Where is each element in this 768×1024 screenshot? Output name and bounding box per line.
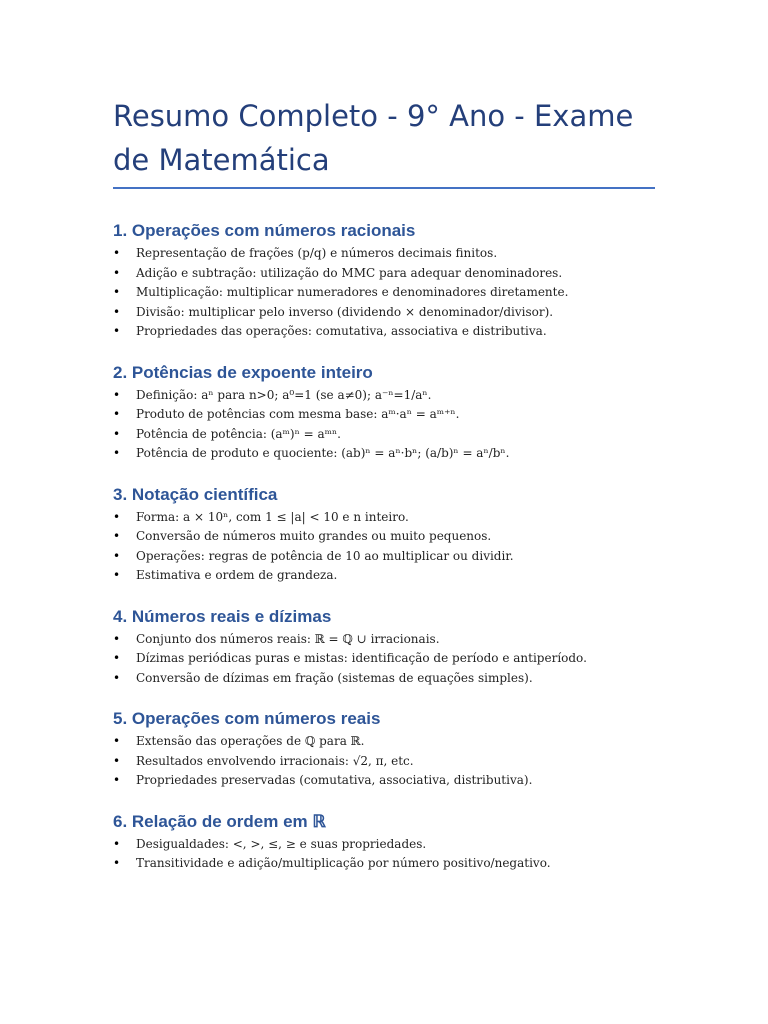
list-item xyxy=(113,527,655,547)
document-title: Resumo Completo - 9° Ano - Exame de Matemática xyxy=(113,99,634,177)
bullet-icon: • xyxy=(113,509,121,524)
bullet-icon: • xyxy=(113,773,121,787)
list-item-text: Produto de potências com mesma base: aᵐ·aⁿ = aᵐ⁺ⁿ. xyxy=(136,407,460,421)
bullet-icon: • xyxy=(113,285,121,299)
list-item xyxy=(113,283,655,303)
bullet-icon: • xyxy=(113,753,121,768)
bullet-icon: • xyxy=(113,568,121,582)
list-item xyxy=(113,752,655,772)
list-item-text: Potência de produto e quociente: (ab)ⁿ = aⁿ·bⁿ; (a/b)ⁿ = aⁿ/bⁿ. xyxy=(136,446,510,460)
bullet-icon: • xyxy=(113,734,121,748)
bullet-icon: • xyxy=(113,324,121,338)
list-item-text: Dízimas periódicas puras e mistas: identificação de período e antiperíodo. xyxy=(136,651,587,665)
list-item xyxy=(113,264,655,284)
section-heading: 3. Notação científica xyxy=(113,484,278,504)
sections-container xyxy=(113,220,655,874)
bullet-list xyxy=(113,630,655,689)
list-item-text: Conversão de números muito grandes ou muito pequenos. xyxy=(136,529,492,543)
list-item-text: Divisão: multiplicar pelo inverso (dividendo × denominador/divisor). xyxy=(136,304,554,319)
bullet-icon: • xyxy=(113,387,121,402)
bullet-icon: • xyxy=(113,246,121,260)
bullet-icon: • xyxy=(113,651,121,665)
list-item-text: Estimativa e ordem de grandeza. xyxy=(136,568,338,582)
section xyxy=(113,220,655,342)
bullet-list xyxy=(113,386,655,464)
section-heading: 5. Operações com números reais xyxy=(113,709,381,728)
list-item-text: Conjunto dos números reais: ℝ = ℚ ∪ irracionais. xyxy=(136,631,440,646)
list-item xyxy=(113,854,655,874)
bullet-icon: • xyxy=(113,265,121,280)
document-page xyxy=(113,94,655,874)
bullet-icon: • xyxy=(113,631,121,646)
list-item xyxy=(113,732,655,752)
list-item-text: Adição e subtração: utilização do MMC para adequar denominadores. xyxy=(136,265,563,280)
list-item xyxy=(113,630,655,650)
list-item xyxy=(113,649,655,669)
section xyxy=(113,708,655,791)
bullet-list xyxy=(113,835,655,874)
list-item-text: Forma: a × 10ⁿ, com 1 ≤ |a| < 10 e n inteiro. xyxy=(136,509,409,524)
bullet-icon: • xyxy=(113,670,121,685)
list-item xyxy=(113,669,655,689)
list-item-text: Operações: regras de potência de 10 ao multiplicar ou dividir. xyxy=(136,548,514,563)
list-item xyxy=(113,508,655,528)
section xyxy=(113,606,655,689)
section xyxy=(113,484,655,586)
section-heading: 1. Operações com números racionais xyxy=(113,221,416,240)
section-heading: 4. Números reais e dízimas xyxy=(113,606,332,626)
list-item xyxy=(113,547,655,567)
list-item-text: Desigualdades: <, >, ≤, ≥ e suas propriedades. xyxy=(136,836,427,851)
list-item-text: Representação de frações (p/q) e números decimais finitos. xyxy=(136,246,498,260)
section xyxy=(113,362,655,464)
bullet-icon: • xyxy=(113,407,121,421)
bullet-list xyxy=(113,732,655,791)
bullet-icon: • xyxy=(113,548,121,563)
bullet-icon: • xyxy=(113,426,121,441)
bullet-icon: • xyxy=(113,446,121,460)
section xyxy=(113,811,655,874)
list-item-text: Multiplicação: multiplicar numeradores e denominadores diretamente. xyxy=(136,285,569,299)
list-item xyxy=(113,405,655,425)
bullet-icon: • xyxy=(113,304,121,319)
list-item-text: Transitividade e adição/multiplicação por número positivo/negativo. xyxy=(136,856,551,870)
title-divider xyxy=(113,187,655,189)
list-item-text: Propriedades das operações: comutativa, associativa e distributiva. xyxy=(136,324,547,338)
section-heading: 2. Potências de expoente inteiro xyxy=(113,362,373,382)
list-item-text: Conversão de dízimas em fração (sistemas de equações simples). xyxy=(136,670,533,685)
list-item xyxy=(113,322,655,342)
bullet-icon: • xyxy=(113,529,121,543)
section-heading: 6. Relação de ordem em ℝ xyxy=(113,811,326,831)
list-item-text: Extensão das operações de ℚ para ℝ. xyxy=(136,734,365,748)
list-item xyxy=(113,303,655,323)
list-item-text: Resultados envolvendo irracionais: √2, π, etc. xyxy=(136,753,414,768)
list-item xyxy=(113,835,655,855)
bullet-list xyxy=(113,244,655,342)
list-item-text: Potência de potência: (aᵐ)ⁿ = aᵐⁿ. xyxy=(136,426,341,441)
list-item xyxy=(113,244,655,264)
list-item-text: Propriedades preservadas (comutativa, associativa, distributiva). xyxy=(136,773,533,787)
list-item xyxy=(113,425,655,445)
bullet-icon: • xyxy=(113,856,121,870)
list-item xyxy=(113,386,655,406)
bullet-icon: • xyxy=(113,836,121,851)
list-item-text: Definição: aⁿ para n>0; a⁰=1 (se a≠0); a⁻ⁿ=1/aⁿ. xyxy=(136,387,432,402)
list-item xyxy=(113,444,655,464)
list-item xyxy=(113,566,655,586)
list-item xyxy=(113,771,655,791)
bullet-list xyxy=(113,508,655,586)
